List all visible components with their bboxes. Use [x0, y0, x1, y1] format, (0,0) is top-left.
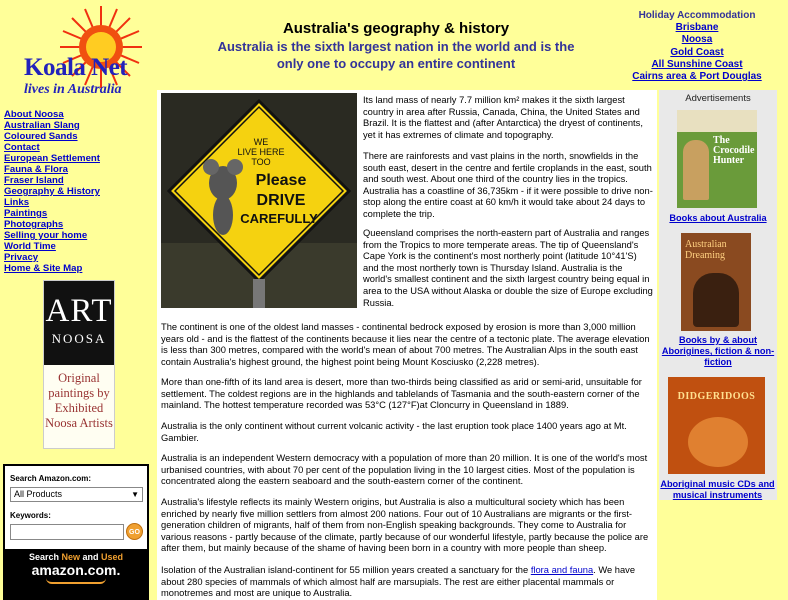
nav-item-european-settlement[interactable]: European Settlement [4, 153, 100, 164]
book-australian-dreaming-cover[interactable] [681, 233, 751, 331]
book-crocodile-hunter-title: The Crocodile Hunter [713, 135, 755, 166]
paragraph-queensland: Queensland comprises the north-eastern part of Australia and ranges from the Tropics to more temperate areas. The tip of Queensland's Cape York is the continent's most northerly point (latitude 10°41'S) and the most northerly town is Thursday Island. Australia is the world's smallest continent and the sixth largest country being equal in area to the USA without Alaska or double the size of Europe excluding Russia. [363, 228, 653, 308]
nav-item-links[interactable]: Links [4, 197, 30, 208]
didgeridoos-cd-cover[interactable] [668, 377, 765, 474]
page-header [215, 20, 577, 72]
page-title: Australia's geography & history [282, 20, 510, 37]
art-noosa-noosa: NOOSA [51, 331, 107, 346]
nav-item-contact[interactable]: Contact [4, 142, 40, 153]
sign-text-carefully: CAREFULLY [240, 211, 318, 226]
nav-item-about-noosa[interactable]: About Noosa [4, 109, 64, 120]
nav-item-photographs[interactable]: Photographs [4, 219, 64, 230]
paragraph-desert: More than one-fifth of its land area is desert, more than two-thirds being classified as arid or semi-arid, unsuitable for settlement. The coldest regions are in the highlands and tablelands of Tasmania and the south-eastern corner of the mainland. The hottest temperature recorded was 53°C (127°F)at Cloncurry in Queensland in 1889. [161, 377, 642, 411]
holiday-link-cairns[interactable]: Cairns area & Port Douglas [632, 71, 762, 83]
aboriginal-music-link[interactable]: Aboriginal music CDs and musical instruments [660, 479, 775, 501]
holiday-link-brisbane[interactable]: Brisbane [675, 22, 719, 34]
amazon-search-label: Search Amazon.com: [10, 474, 92, 483]
nav-item-coloured-sands[interactable]: Coloured Sands [4, 131, 78, 142]
chevron-down-icon: ▼ [131, 490, 139, 499]
amazon-logo: amazon.com. [31, 562, 121, 578]
didgeridoos-cd-title: DIDGERIDOOS [677, 391, 756, 402]
amazon-go-button[interactable]: GO [126, 523, 143, 540]
amazon-keywords-label: Keywords: [10, 511, 51, 520]
amazon-search-box [3, 464, 149, 600]
holiday-accommodation [622, 10, 772, 83]
book-australian-dreaming-title: Australian Dreaming [685, 239, 727, 261]
sign-text-live-here: LIVE HERE [237, 147, 285, 157]
advertisements-column [659, 90, 777, 500]
amazon-banner-used: Used [101, 552, 124, 562]
nav-item-selling-home[interactable]: Selling your home [4, 230, 88, 241]
site-logo[interactable] [20, 4, 145, 96]
amazon-smile-icon [46, 578, 106, 584]
amazon-banner-search: Search [28, 552, 59, 562]
sign-text-drive: DRIVE [256, 192, 306, 209]
logo-brand: Koala Net [24, 54, 128, 81]
holiday-title: Holiday Accommodation [638, 10, 756, 21]
art-noosa-text: Original paintings by Exhibited Noosa Artists [45, 371, 113, 430]
nav-item-fraser-island[interactable]: Fraser Island [4, 175, 64, 186]
amazon-banner-new: New [61, 552, 80, 562]
koala-sign-icon [161, 93, 357, 308]
paragraph-lifestyle: Australia's lifestyle reflects its mainly Western origins, but Australia is also a multicultural society which has been enriched by nearly five million settlers from almost 200 nations. Four out of 10 Australians are migrants or the first-generation children of migrants, half of them from non-English speaking backgrounds. They come to Australia for various reasons - partly because of the climate, partly because of our wonderful lifestyle, partly because the police are after them, but mainly because of the shame of having been born in a country with more people than sheep. [161, 497, 649, 554]
koala-sign-photo [161, 93, 357, 308]
art-noosa-banner [44, 281, 114, 365]
nav-item-world-time[interactable]: World Time [4, 241, 56, 252]
page-subtitle: Australia is the sixth largest nation in the world and is the only one to occupy an entire continent [217, 39, 575, 71]
sign-text-please: Please [255, 172, 307, 189]
advertisements-title: Advertisements [685, 93, 751, 104]
amazon-banner-tagline [5, 549, 147, 562]
paragraph-oldest-land: The continent is one of the oldest land masses - continental bedrock exposed by erosion is more than 3,000 million years old - and is the flattest of the continents because it lies near the centre of a tectonic plate. The average elevation is less than 300 metres, compared with the world's mean of about 700 metres. The Australian Alps in the south east contain Australia's highest ground, the highest point being Mount Kosciusko (2,228 metres). [161, 322, 650, 367]
nav-item-paintings[interactable]: Paintings [4, 208, 48, 219]
nav-item-home-site-map[interactable]: Home & Site Map [4, 263, 83, 274]
nav-item-geography-history[interactable]: Geography & History [4, 186, 100, 197]
books-about-australia-link[interactable]: Books about Australia [669, 213, 767, 223]
paragraph-land-mass: Its land mass of nearly 7.7 million km² makes it the sixth largest country in area after Russia, Canada, China, the United States and Brazil. It is the flattest and (after Antarctica) the dryest of continents, yet it has extremes of climate and topography. [363, 95, 643, 140]
nav-item-fauna-flora[interactable]: Fauna & Flora [4, 164, 68, 175]
amazon-banner-and: and [82, 552, 99, 562]
sign-text-we: WE [253, 137, 269, 147]
holiday-link-noosa[interactable]: Noosa [681, 34, 713, 46]
isolation-text-before: Isolation of the Australian island-continent for 55 million years created a sanctuary for the [161, 565, 531, 575]
holiday-link-gold-coast[interactable]: Gold Coast [670, 46, 724, 58]
amazon-keywords-input[interactable] [10, 524, 124, 540]
book-crocodile-hunter-cover[interactable] [677, 110, 757, 208]
isolation-text-after: . We have about 280 species of mammals of which almost half are marsupials. The rest are either placental mammals or monotremes and most are unique to Australia. [161, 565, 636, 599]
paragraph-volcanic: Australia is the only continent without current volcanic activity - the last eruption took place 1400 years ago at Mt. Gambier. [161, 421, 627, 443]
amazon-banner[interactable] [5, 549, 147, 598]
flora-fauna-link[interactable]: flora and fauna [530, 565, 594, 575]
logo-tagline: lives in Australia [24, 82, 122, 97]
art-noosa-ad[interactable] [43, 280, 115, 449]
nav-item-privacy[interactable]: Privacy [4, 252, 39, 263]
amazon-category-value: All Products [14, 489, 63, 499]
main-content [157, 90, 657, 600]
books-aborigines-link[interactable]: Books by & about Aborigines, fiction & non-fiction [661, 335, 775, 367]
left-nav [4, 109, 154, 274]
amazon-category-select[interactable] [10, 487, 143, 502]
paragraph-democracy: Australia is an independent Western democracy with a population of more than 20 million. It is one of the world's most urbanised countries, with about 70 per cent of the population living in the 10 largest cities. Most of the population is concentrated along the eastern seaboard and the south-eastern corner of the continent. [161, 453, 648, 487]
holiday-link-sunshine-coast[interactable]: All Sunshine Coast [651, 58, 743, 70]
paragraph-rainforests: There are rainforests and vast plains in the north, snowfields in the south east, desert in the centre and fertile croplands in the east, south and south west. About one third of the country lies in the tropics. Australia has a coastline of 36,735km - if it were possible to drive non-stop along the entire coast at 60 km/h it would take about 24 days to complete the trip. [363, 151, 653, 219]
art-noosa-art: ART [45, 293, 113, 329]
nav-item-australian-slang[interactable]: Australian Slang [4, 120, 80, 131]
paragraph-isolation [161, 565, 655, 600]
sign-text-too: TOO [251, 157, 271, 167]
